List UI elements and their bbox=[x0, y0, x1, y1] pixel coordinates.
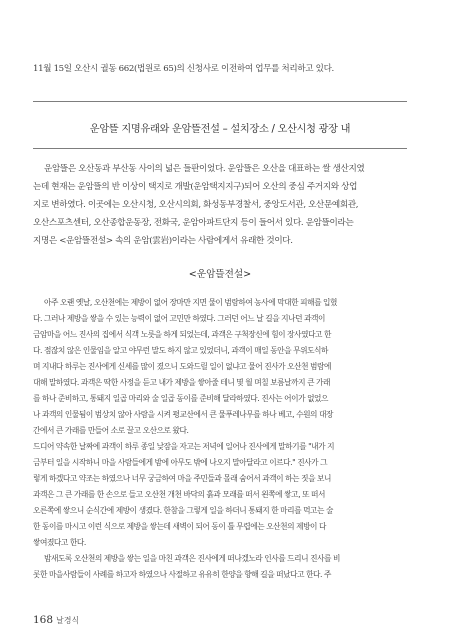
story-line: 나 과객의 인물됨이 범상치 않아 사람을 시켜 평교산에서 큰 물푸레나무를 하나 베고, 수원의 대장 bbox=[33, 410, 333, 419]
body-line: 운암뜰은 오산동과 부산동 사이의 넓은 들판이었다. 운암뜰은 오산을 대표하는 쌀 생산지였 bbox=[44, 164, 365, 174]
section-rule-top bbox=[33, 101, 407, 102]
story-line: 쌓여졌다고 한다. bbox=[33, 538, 86, 547]
top-paragraph-line: 11월 15일 오산시 궐동 662(법원로 65)의 신청사로 이전하여 업무를 처리하고 있다. bbox=[33, 64, 334, 74]
page-number: 168 bbox=[33, 614, 54, 626]
story-line: 아주 오랜 옛날, 오산천에는 제방이 없어 장마만 지면 물이 범람하여 농사에 막대한 피해를 입혔 bbox=[44, 298, 338, 307]
page-footer bbox=[33, 614, 79, 627]
story-line: 밤새도록 오산천의 제방을 쌓는 일을 마친 과객은 진사에게 떠나겠노라 인사를 드리니 진사를 비 bbox=[44, 554, 340, 563]
body-line: 오산스포츠센터, 오산종합운동장, 전화국, 운암아파트단지 등이 들어서 있다. 운암뜰이라는 bbox=[33, 218, 354, 228]
story-line: 다. 그러나 제방을 쌓을 수 있는 능력이 없어 고민만 하였다. 그러던 어느 날 길을 지나던 과객이 bbox=[33, 314, 326, 323]
story-line: 대해 말하였다. 과객은 딱한 사정을 듣고 내가 제방을 쌓아줄 테니 몇 월 며칠 보름날까지 큰 가래 bbox=[33, 378, 330, 387]
story-line: 다. 점잖치 않은 인물임을 알고 야무런 말도 하지 않고 있었더니, 과객이 매일 동안을 무위도식하 bbox=[33, 346, 328, 355]
story-line: 과객은 그 큰 가래를 한 손으로 들고 오산천 개천 바닥의 흙과 모래를 떠서 왼쪽에 쌓고, 또 떠서 bbox=[33, 490, 326, 499]
story-line: 며 지내다 하루는 진사에게 신세를 많이 졌으니 도와드릴 일이 없냐고 물어 진사가 오산천 범람에 bbox=[33, 362, 331, 371]
story-line: 렇게 하겠다고 약조는 하였으나 너무 궁금하여 마을 주민들과 몰래 숨어서 과객이 하는 짓을 보니 bbox=[33, 474, 331, 483]
running-title: 날경식 bbox=[56, 616, 80, 625]
story-line: 금암마을 어느 진사의 집에서 식객 노릇을 하게 되었는데, 과객은 구척장신에 힘이 장사였다고 한 bbox=[33, 330, 331, 339]
story-line: 롯한 마을사람들이 사례를 하고자 하였으나 사절하고 유유히 한양을 향해 길을 떠났다고 한다. 주 bbox=[33, 570, 331, 579]
body-line: 지로 변하였다. 이곳에는 오산시청, 오산시의회, 화성동부경찰서, 중앙도서관, 오산문예회관, bbox=[33, 200, 359, 210]
body-line: 는데 현재는 운암뜰의 반 이상이 택지로 개발(운암택지지구)되어 오산의 중심 주거지와 상업 bbox=[33, 182, 358, 192]
story-title: <운암뜰전설> bbox=[188, 269, 252, 280]
story-line: 간에서 큰 가래를 만들어 소로 끌고 오산으로 왔다. bbox=[33, 426, 189, 435]
story-line: 를 하나 준비하고, 통돼지 일곱 마리와 술 일곱 동이를 준비해 달라하였다. 진사는 어이가 없었으 bbox=[33, 394, 328, 403]
story-line: 금부터 일을 시작하니 마을 사람들에게 밤에 아무도 밖에 나오지 말아달라고 이르다." 진사가 그 bbox=[33, 458, 328, 467]
story-line: 오른쪽에 쌓으니 순식간에 제방이 생겼다. 한참을 그렇게 일을 하더니 통돼지 한 마리를 먹고는 술 bbox=[33, 506, 333, 515]
section-title: 운암뜰 지명유래와 운암뜰전설 – 설치장소 / 오산시청 광장 내 bbox=[89, 124, 351, 135]
section-rule-bottom bbox=[33, 148, 407, 149]
story-line: 드디어 약속한 날짜에 과객이 하루 종일 낮잠을 자고는 저녁에 일어나 진사에게 말하기를 "내가 지 bbox=[33, 442, 335, 451]
body-line: 지명은 <운암뜰전설> 속의 운암(雲岩)이라는 사람에게서 유래한 것이다. bbox=[33, 236, 293, 246]
story-line: 한 동이를 마시고 이런 식으로 제방을 쌓는데 새벽이 되어 동이 틀 무렵에는 오산천의 제방이 다 bbox=[33, 522, 327, 531]
